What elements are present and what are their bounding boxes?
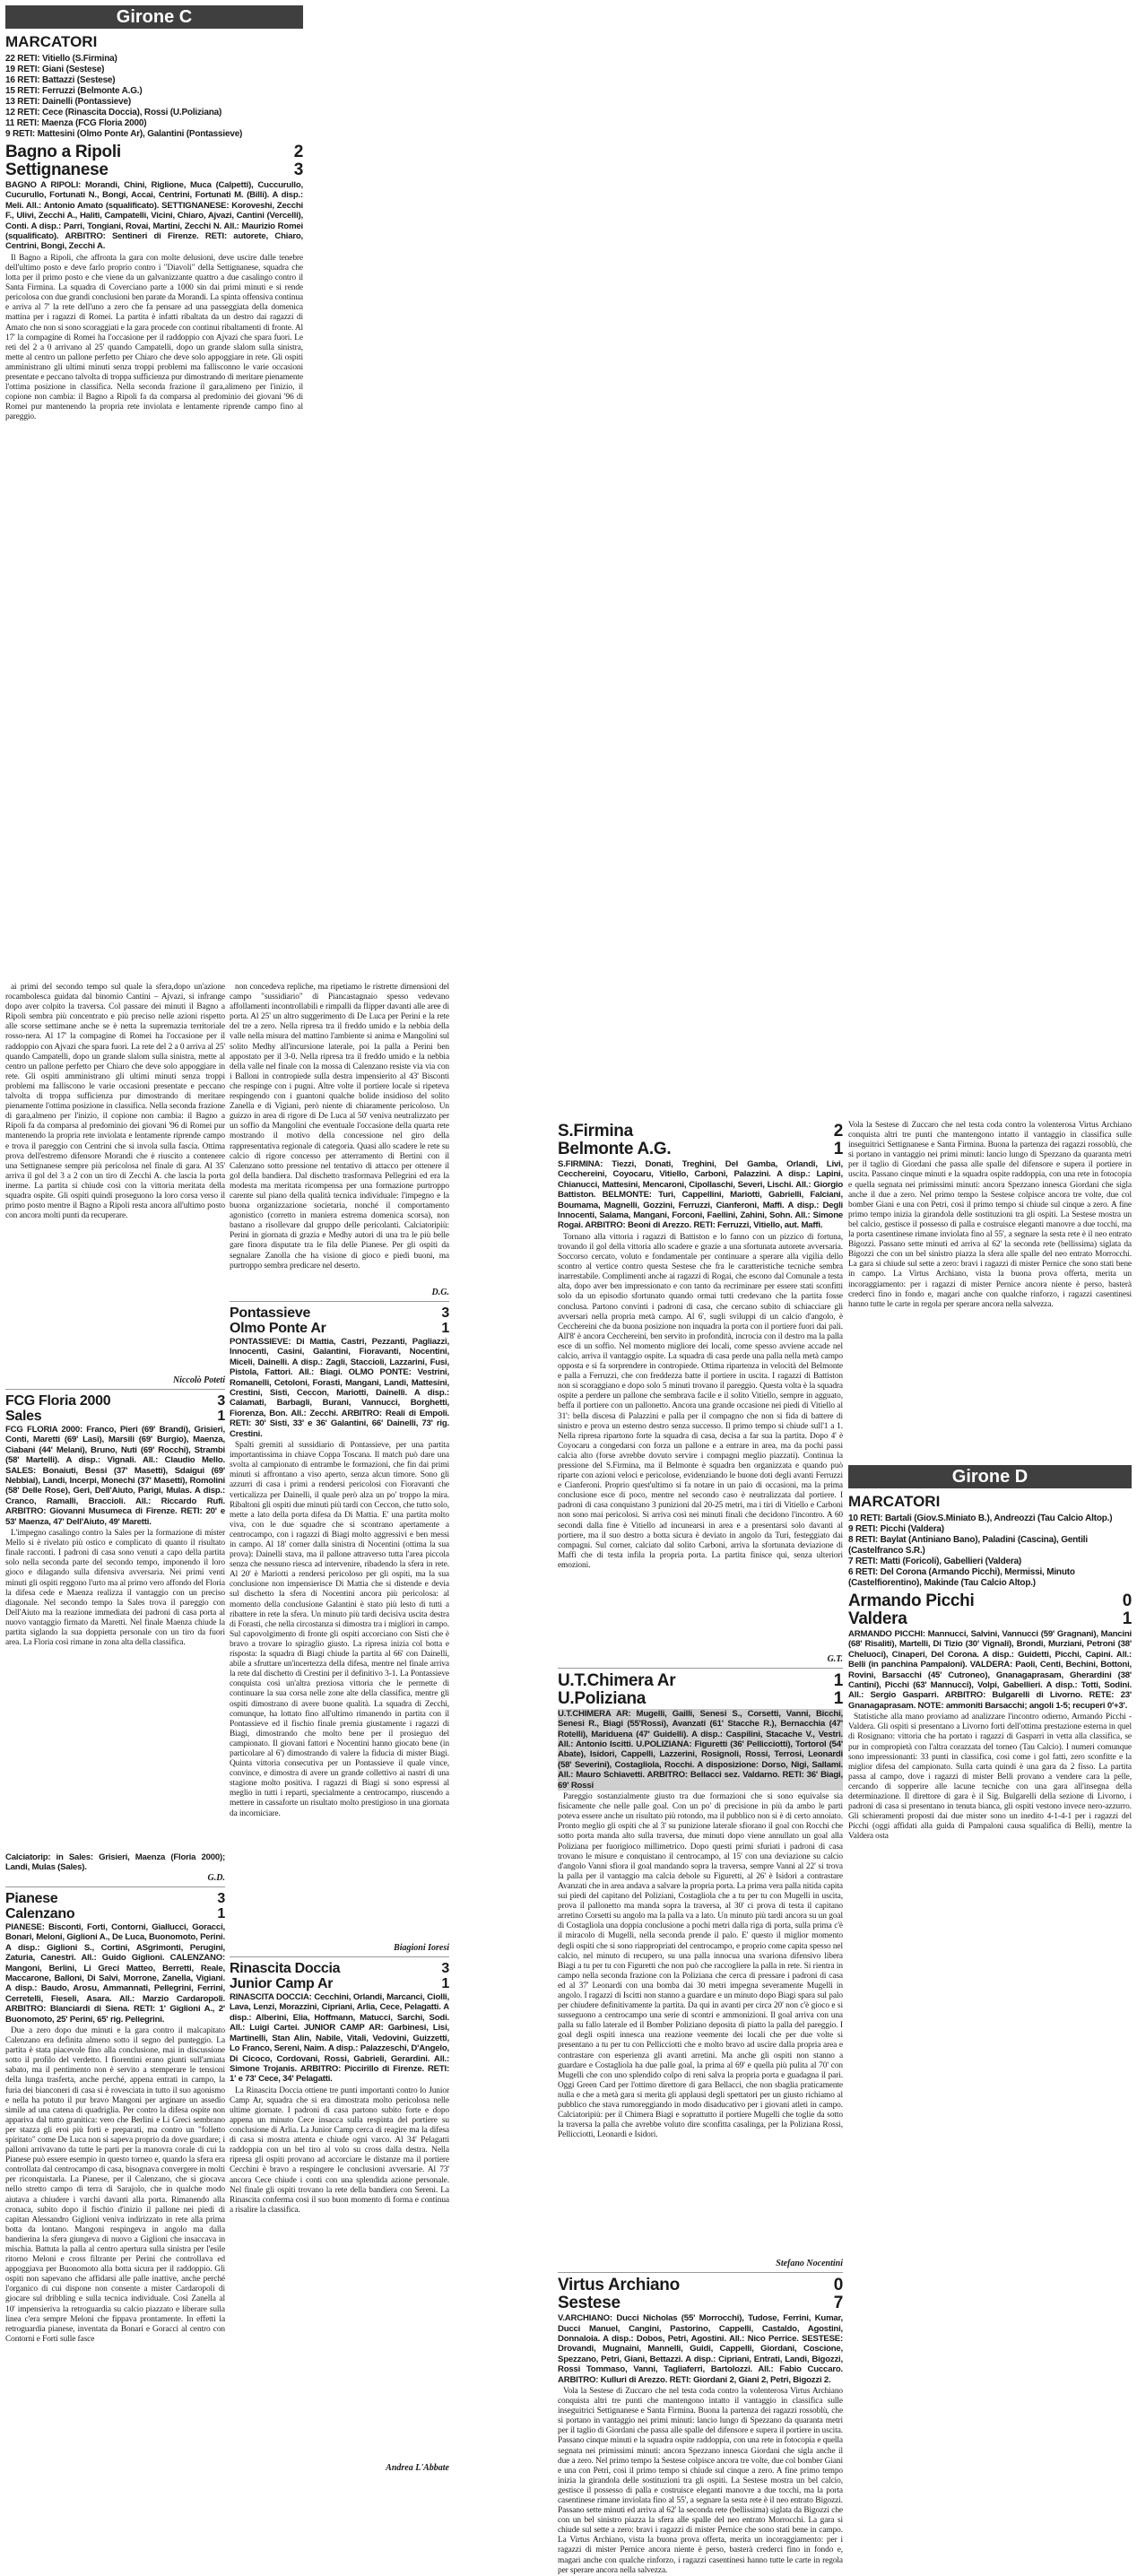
home-score: 0 xyxy=(1122,1592,1132,1610)
home-score: 3 xyxy=(441,1305,449,1321)
home-score: 1 xyxy=(833,1670,843,1690)
away-score: 1 xyxy=(1122,1609,1132,1628)
match-report: Due a zero dopo due minuti e la gara contro il malcapitato Calenzano era definita almeno sotto il segno del punteggio. La partita è stata piacevole fino alla conclusione, mai in discussione sotto il profilo del verdetto. I fiorentini erano giunti sull'amiata sabato, ma il pentimento non è servito a stemperare le tensioni della lunga trasferta, anche perché, appena entrati in campo, la furia dei bianconeri di casa si è rovesciata in tutto il suo agonismo e nella ha potuto il pur bravo Mangoni per arginare un assedio simile ad una catena di quadriglia. Per contro la difesa ospite non appariva dal tutto granitica: vero che Berlini e Li Greci sembrano per stazza gli eroi più forti e preparati, ma contro un "folletto spiritato" come De Luca non si sapeva proprio da dove guardare; i palloni arrivavano da tutte le parti per la manovra corale di cui la Pianese può essere esempio in questo torneo e, quando la sfera era controllata dal centrocampo di casa, bisognava convergere in molti per riconquistarla. La Pianese, per il Calenzano, che si giocava nello stretto campo di terra di Sarajolo, che in qualche modo aiutava a chiudere i varchi davanti alla porta. Rimanendo alla cronaca, subito dopo il fischio d'inizio il pallone nei piedi di capitan Alessandro Giglioni veniva indirizzato in rete alla prima botta da lontano. Mangoni respingeva in angolo ma dalla bandierina la sfera giungeva di nuovo a Giglioni che insaccava in mischia. Battuta la palla al centro apertura sulla sinistra per l'esile ritorno Meloni e cross filtrante per Perini che controllava ed appoggiava per Buonomoto alla botta sicura per il raddoppio. Gli ospiti non sapevano che affidarsi alle palle inattive, anche perché l'organico di cui dispone non consente a mister Cardaropoli di giocare sul dribbling e sulla tecnica individuale. Così Zanella al 10' impensieriva la retroguardia su calcio piazzato e liberare sulla linea c'era sempre Meloni che fippava prontamente. In effetti la retroguardia pianese, inventata da Bonari e Goracci al centro con Contorni e Forti sulle fasce xyxy=(5,2025,225,2344)
girone-c-heading: Girone C xyxy=(5,5,303,29)
match-report: La Rinascita Doccia ottiene tre punti importanti contro lo Junior Camp Ar, squadra che si era dimostrata molto pericolosa nelle ultime giornate. I padroni di casa partono subito forte e dopo appena un minuto Cece insacca sulla respinta del portiere su conclusione di Arlia. La Junior Camp cerca di reagire ma la difesa di casa si mostra attenta e chiude ogni varco. Al 34' Pelagatti raddoppia con un bel tiro al volo su cross dalla destra. Nella ripresa gli ospiti provano ad accorciare le distanze ma il portiere Cecchini è bravo a respingere le conclusioni avversarie. Al 73' ancora Cece chiude i conti con una splendida azione personale. Nel finale gli ospiti trovano la rete della bandiera con Sereni. La Rinascita conferma così il suo buon momento di forma e continua a risalire la classifica. xyxy=(230,2086,449,2215)
match-chimera-poliziana xyxy=(558,1672,843,2269)
scorer-line: 19 RETI: Giani (Sestese) xyxy=(5,65,105,74)
scorers-list xyxy=(5,54,303,140)
match-report: Tornano alla vittoria i ragazzi di Battiston e lo fanno con un pizzico di fortuna, trovando il gol della vittoria allo scadere e grazie a una sfortunata autorete avversaria. Soccorso cercato, voluto e fondamentale per continuare a sperare alla vigilia dello scontro al vertice contro questa Sestese che fra le caratteristiche tecniche sembra inarrestabile. Complimenti anche ai ragazzi di Rogai, che escono dal Comunale a testa alta, dopo aver ben impressionato e con tanto da recriminare per essere stati sconfitti solo da un episodio sfortunato quando ormai tutti credevano che la partita fosse conclusa. Partono convinti i padroni di casa, che cercano subito di schiacciare gli avversari nella propria metà campo. Al 6', sugli sviluppi di un calcio d'angolo, è Cecchereini che da buona posizione non inquadra la porta con il portiere fuori dai pali. All'8' è ancora Cecchereini, ben servito in profondità, incrocia con il destro ma la palla esce di un soffio. Nel momento migliore dei locali, come spesso avviene accade nel calcio, arriva il vantaggio ospite. La squadra di casa perde una palla nella metà campo opposta e si fa sorprendere in contropiede. Ottima ripartenza in velocità del Belmonte e palla a Ferruzzi, che con freddezza batte il portiere in uscita. I ragazzi di Battiston non si scoraggiano e dopo solo 5 minuti trovano il pareggio. Questa volta è la squadra ospite a perdere un pallone che sembrava facile e il solito Vitiello, sempre in agguato, beffa il portiere con un pallonetto. Ancora una grande occasione nei piedi di Vitiello al 31': bella discesa di Palazzini e palla per il compagno che non si fida di battere di sinistro e prova un esterno destro senza successo. Il primo tempo si chiude sull'1 a 1. Nella ripresa ripartono forte la squadra di casa, decisa a far sua la partita. Dopo 4' è Coyocaru a congedarsi con forza un pallone e a entrare in area, ma da pochi passi calcia alto (forse avrebbe dovuto servire i compagni meglio piazzati). Continua la pressione del S.Firmina, ma il Belmonte è squadra ben organizzata e quando può riparte con azioni veloci e pericolose, evidenziando le buone doti degli avanti Ferruzzi e Cianferoni. Proprio quest'ultimo si fa notare in un paio di occasioni, ma la prima conclusione esce di poco, mentre nel secondo caso è neutralizzata dal portiere. I padroni di casa conquistano 3 punizioni dal 20-25 metri, ma i tiri di Vitiello e Carboni non sono mai pericolosi. Si arriva così nei minuti finali che decidono l'incontro. A 60 secondi dalla fine è Vitiello ad incunearsi in area e a presentarsi solo davanti al portiere, ma il suo destro a botta sicura è deviato in angolo da Turi, festeggiato dai compagni. Sul corner, calciato dal solito Carboni, arriva la sfortunata deviazione di Maffi che di testa infila la propria porta. La partita finisce qui, senza ulteriori emozioni. xyxy=(558,1232,843,1570)
home-team: Pontassieve xyxy=(230,1305,311,1321)
author: G.T. xyxy=(827,1653,843,1664)
away-team: Settignanese xyxy=(5,160,108,179)
home-team: Virtus Archiano xyxy=(558,2276,680,2295)
home-score: 0 xyxy=(833,2276,843,2295)
lineup: V.ARCHIANO: Ducci Nicholas (55' Morrocchi), Tudose, Ferrini, Kumar, Ducci Manuel, Cangini, Pastorino, Cappelli, Castaldo, Agostini, Donnaloia. A disp.: Dobos, Petri, Agostini. All.: Nico Perrice. SESTESE: Drovandi, Mugnaini, Mannelli, Guidi, Cappelli, Giordani, Coscione, Spezzano, Petri, Giani, Bettazzi. A disp.: Cipriani, Entrati, Landi, Bigozzi, Rossi Tommaso, Vanni, Tagliaferri, Bartolozzi. All.: Fabio Cuccaro. ARBITRO: Kulluri di Arezzo. RETI: Giordani 2, Giani 2, Petri, Bigozzi 2. xyxy=(558,2313,843,2385)
match-report: Spalti gremiti al sussidiario di Pontassieve, per una partita importantissima in chiave Coppa Toscana. Il match può dare una svolta al campionato di entrambe le formazioni, che fin dai primi minuti si affrontano a viso aperto, senza alcun timore. Sono gli azzurri di casa i primi a rendersi pericolosi con Fioravanti che verticalizza per Dainelli, il quale però alza un po' troppo la mira. Ribaltoni gli ospiti due minuti più tardi con Ceccon, che tutto solo, mette a lato della porta difesa da Di Mattia. E' una partita molto viva, con le due squadre che si scontrano apertamente a centrocampo, con i ragazzi di Biagi molto aggressivi e ben messi in campo. Al 18' corner dalla sinistra di Nocentini (ottima la sua prova): Dainelli stava, ma il pallone attraverso tutta l'area piccola senza che nessuno riesca ad intervenire, ribadendo la sfera in rete. Al 20' è Mariotti a rendersi pericoloso per gli ospiti, ma la sua conclusione non impensierisce Di Mattia che si distende e devia sul dischetto la sfera di Nocentini ancora più pericolosa: al momento della conclusione Galantini è stato più lesto di tutti a ribattere in rete la sfera. Un minuto più tardi decisiva uscita destra di Forasti, che nella circostanza si dimostra tra i migliori in campo. Sul capovolgimento di fronte gli ospiti accorciano con Sisti che è bravo a trovare lo spiraglio giusto. La ripresa inizia col botta e risposta: la squadra di Biagi chiude la partita al 66' con Dainelli, abile a sfruttare un'incertezza della difesa, mentre nel finale arriva la rete dal dischetto di Crestini per il definitivo 3-1. La Pontassieve conquista così un'altra preziosa vittoria che le permette di continuare la sua corsa nelle zone alte della classifica, mentre gli ospiti dimostrano di avere buone qualità. La squadra di Zecchi, comunque, ha lottato fino all'ultimo rimanendo in partita con il Pontassieve ed il fischio finale premia giustamente i ragazzi di Biagi, dimostrando che molto bene per il prosieguo del campionato. Il giovani fattori e Nocentini hanno giocato bene (in particolare al 6') dimostrando di valere la fiducia di mister Biagi. Quinta vittoria consecutiva per un Pontassieve il quale vince, convince, e dimostra di avere un grande collettivo ai nastri di una stagione molto positiva. I ragazzi di Biagi si sono espressi al meglio in tutti i reparti, specialmente a centrocampo, riuscendo a mettere in cassaforte un risultato molto prestigioso in una giornata da incorniciare. xyxy=(230,1441,449,1818)
home-team: Bagno a Ripoli xyxy=(5,143,121,161)
scorer-line: 9 RETI: Mattesini (Olmo Ponte Ar), Galantini (Pontassieve) xyxy=(5,129,243,139)
scorers-title: MARCATORI xyxy=(5,33,98,50)
lineup: FCG FLORIA 2000: Franco, Pieri (69' Brandi), Grisieri, Conti, Maretti (69' Lasi), Marsili (69' Burgio), Maenza, Ciabani (44' Melani), Bruno, Nuti (69' Rocchi), Strambi (58' Martelli). A disp.: Vignali. All.: Claudio Mello. SALES: Bonaiuti, Bessi (37' Masetti), Sdaigui (69' Nebbiai), Landi, Incerpi, Monechi (37' Masetti), Romolini (58' Delle Rose), Geri, Dell'Aiuto, Parigi, Mulas. A disp.: Cranco, Ramalli, Braccioli. All.: Riccardo Rufi. ARBITRO: Giovanni Musumeca di Firenze. RETI: 20' e 53' Maenza, 47' Dell'Aiuto, 49' Maretti. xyxy=(5,1425,225,1527)
match-virtus-sestese xyxy=(558,2276,843,2575)
column-1-top xyxy=(5,5,303,978)
home-team: Pianese xyxy=(5,1890,58,1906)
note: Calciatorip: in Sales: Grisieri, Maenza (Floria 2000); Landi, Mulas (Sales). xyxy=(5,1852,225,1873)
match-bagno-settignanese xyxy=(5,143,303,756)
column-1 xyxy=(5,981,225,2523)
girone-d-heading: Girone D xyxy=(848,1465,1132,1488)
scorer-line: 15 RETI: Ferruzzi (Belmonte A.G.) xyxy=(5,86,143,96)
match-pontassieve-olmo xyxy=(230,1305,449,1954)
home-team: U.T.Chimera Ar xyxy=(558,1670,676,1690)
scorer-line: 13 RETI: Dainelli (Pontassieve) xyxy=(5,97,131,107)
match-report-continued: Vola la Sestese di Zuccaro che nel testa coda contro la volenterosa Virtus Archiano conquista altri tre punti che mantengono intatto il vantaggio in classifica sulle inseguitrici Settignanese e Santa Firmina. Buona la partenza dei ragazzi rossoblù, che si portano in vantaggio nei primi minuti: lancio lungo di Spezzano da quaranta metri per il taglio di Giordani che passa alle spalle del difensore e supera il portiere in uscita. Passano cinque minuti e la squadra ospite raddoppia, con una rete in fotocopia e quella segnata nei primissimi minuti: ancora Spezzano innesca Giordani che sigla anche il due a zero. Nel primo tempo la Sestese colpisce ancora tre volte, due col bomber Giani e una con Petri, così il primo tempo si chiude sul cinque a zero. A fine primo tempo inizia la girandola delle sostituzioni tra gli ospiti. La Sestese mostra un bel calcio, gestisce il possesso di palla e costruisce eleganti manovre a due tocchi, ma la porta casentinese rimane inviolata fino al 55', a segnare la sesta rete è il neo entrato Bigozzi. Passano sette minuti ed arriva al 62' la seconda rete (bellissima) siglata da Bigozzi che con un bel sinistro piazza la sfera alle spalle del neo entrato Morrocchi. La gara si chiude sul sette a zero: bravi i ragazzi di mister Pernice che sono stati bene in campo. La Virtus Archiano, vista la buona prova offerta, merita un incoraggiamento: per i ragazzi di mister Pernice ancora niente è perso, basterà crederci fino in fondo e, magari anche con qualche rinforzo, i ragazzi casentinesi hanno tutte le carte in regola per sperare ancora nella salvezza. xyxy=(848,1121,1132,1309)
lineup: PONTASSIEVE: Di Mattia, Castri, Pezzanti, Pagliazzi, Innocenti, Casini, Galantini, Fioravanti, Nocentini, Miceli, Dainelli. A disp.: Zagli, Staccioli, Lazzarini, Fusi, Pistola, Fattori. All.: Biagi. OLMO PONTE: Vestrini, Romanelli, Cetoloni, Forasti, Mangani, Landi, Mattesini, Crestini, Sisti, Ceccon, Mariotti, Dainelli. A disp.: Calamati, Barbagli, Burani, Vannucci, Borghetti, Fiorenza, Bon. All.: Zecchi. ARBITRO: Reali di Empoli. RETI: 30' Sisti, 33' e 36' Galantini, 66' Dainelli, 73' rig. Crestini. xyxy=(230,1337,449,1439)
scorer-line: 7 RETI: Matti (Foricoli), Gabellieri (Valdera) xyxy=(848,1557,1022,1566)
away-score: 3 xyxy=(293,160,303,179)
away-team: Belmonte A.G. xyxy=(558,1140,672,1158)
scorer-line: 22 RETI: Vitiello (S.Firmina) xyxy=(5,54,117,64)
author: Andrea L'Abbate xyxy=(386,2462,449,2473)
scorer-line: 8 RETI: Baylat (Antiniano Bano), Paladini (Cascina), Gentili (Castelfranco S.R.) xyxy=(848,1535,1088,1556)
match-picchi-valdera xyxy=(848,1592,1132,1946)
match-report-continued: non concedeva repliche, ma ripetiamo le ristrette dimensioni del campo "sussidiario" di Piancastagnaio spesso vedevano affollamenti incontrollabili e rimpalli da flipper davanti alle aree di porta. Al 25' un altro suggerimento di De Luca per Perini e la rete del tre a zero. Nella ripresa tra il freddo umido e la nebbia della valle nella misura del mattino l'ambiente si anima e Mangolini sul solito Medhy all'incursione laterale, poi la palla a Perini ben appostato per il 3-0. Nella ripresa tra il freddo umido e la nebbia della valle nel finale con la mossa di Calenzano resiste via via con i Balloni in contropiede sulla destra impensierito al 43' Bisconti che respinge con i pugni. Altre volte il portiere locale si ripeteva respingendo con i guantoni qualche bolide insidioso del solito Zanella e di Vigiani, però niente di chiaramente pericoloso. Un guizzo in area di rigore di De Luca al 50' veniva neutralizzato per un soffio da Mangolini che eventuale l'occasione della quarta rete mostrando il motivo della concessione nel giro della rappresentativa regionale di categoria. Quasi allo scadere le rete su calcio di rigore concesso per atterramento di Bertini con il Calenzano sotto pressione nel tentativo di attacco per ottenere il gol della bandiera. Dal dischetto trasformava Pellegrini ed era la modesta ma meritata ricompensa per una formazione purtroppo carente sul piano della qualità tecnica individuale: l'impegno e la buona organizzazione societaria, nonché il comportamento agonistico (corretto in maniera estrema domenica scorsa), non bastano a risollevare dal gruppo delle pericolanti. Calciatoripiù: Perini in giornata di grazia e Medhy autori di una tra le più belle gare finora disputate tra le fila delle Pianese. Per gli ospiti da segnalare Zanolla che ha visione di gioco e piedi buoni, ma purtroppo sembra predicare nel deserto. xyxy=(230,983,449,1271)
author: G.D. xyxy=(207,1872,225,1883)
away-score: 1 xyxy=(833,1140,843,1158)
scorer-line: 6 RETI: Del Corona (Armando Picchi), Mermissi, Minuto (Castelfiorentino), Makinde (Tau Calcio Altop.) xyxy=(848,1567,1075,1588)
away-score: 1 xyxy=(441,1976,449,1992)
lineup: PIANESE: Bisconti, Forti, Contorni, Giallucci, Goracci, Bonari, Meloni, Giglioni A., De Luca, Buonomoto, Perini. A disp.: Giglioni S., Cortini, ASgrimonti, Perugini, Zaturia, Canestri. All.: Guido Giglioni. CALENZANO: Mangoni, Berlini, Li Greci Matteo, Berretti, Reale, Maccarone, Balloni, Di Salvi, Morrone, Zanella, Vigiani. A disp.: Baudo, Arosu, Ammannati, Pellegrini, Ferrini, Cerretelli, Fieseli, Asara. All.: Marzio Cardaropoli. ARBITRO: Blanciardi di Siena. RETI: 1' Giglioni A., 2' Buonomoto, 25' Perini, 65' rig. Pellegrini. xyxy=(5,1921,225,2025)
home-score: 3 xyxy=(217,1890,225,1906)
lineup: U.T.CHIMERA AR: Mugelli, Gailli, Senesi S., Corsetti, Vanni, Bicchi, Senesi R., Biagi (55'Rossi), Avanzati (61' Stacche R.), Bernacchia (47' Rotelli), Mariduena (47' Guidelli). A disp.: Caspilini, Stacache V., Vestri. All.: Antonio Iscitti. U.POLIZIANA: Figuretti (36' Pellicciotti), Tortorol (54' Abate), Isidori, Cappelli, Lazzerini, Rosignoli, Rossi, Terrosi, Leonardi (58' Severini), Costagliola, Rocchi. A disposizione: Dorso, Nigi, Sallami. All.: Mauro Schiavetti. ARBITRO: Bellacci sez. Valdarno. RETI: 36' Biagi, 69' Rossi xyxy=(558,1708,843,1791)
match-report: Vola la Sestese di Zuccaro che nel testa coda contro la volenterosa Virtus Archiano conquista altri tre punti che mantengono intatto il vantaggio in classifica sulle inseguitrici Settignanese e Santa Firmina. Buona la partenza dei ragazzi rossoblù, che si portano in vantaggio nei primi minuti: lancio lungo di Spezzano da quaranta metri per il taglio di Giordani che passa alle spalle del difensore e supera il portiere in uscita. Passano cinque minuti e la squadra ospite raddoppia, con una rete in fotocopia e quella segnata nei primissimi minuti: ancora Spezzano innesca Giordani che sigla anche il due a zero. Nel primo tempo la Sestese colpisce ancora tre volte, due col bomber Giani e una con Petri, così il primo tempo si chiude sul cinque a zero. A fine primo tempo inizia la girandola delle sostituzioni tra gli ospiti. La Sestese mostra un bel calcio, gestisce il possesso di palla e costruisce eleganti manovre a due tocchi, ma la porta casentinese rimane inviolata fino al 55', a segnare la sesta rete è il neo entrato Bigozzi. Passano sette minuti ed arriva al 62' la seconda rete (bellissima) siglata da Bigozzi che con un bel sinistro piazza la sfera alle spalle del neo entrato Morrocchi. La gara si chiude sul sette a zero: bravi i ragazzi di mister Pernice che sono stati bene in campo. La Virtus Archiano, vista la buona prova offerta, merita un incoraggiamento: per i ragazzi di mister Pernice ancora niente è perso, basterà crederci fino in fondo e, magari anche con qualche rinforzo, i ragazzi casentinesi hanno tutte le carte in regola per sperare ancora nella salvezza. xyxy=(558,2386,843,2575)
away-team: Sestese xyxy=(558,2294,621,2313)
match-report: Il Bagno a Ripoli, che affronta la gara con molte delusioni, deve uscire dalle tenebre dell'ultimo posto e deve farlo proprio contro i "Diavoli" della Settignanese, squadra che lotta per il primo posto e che viene da un galvanizzante quattro a due casalingo contro il Santa Firmina. La squadra di Coverciano parte a 1000 sin dai primi minuti e si rende pericolosa con due grandi conclusioni ben parate da Morandi. La spinta offensiva continua e arriva al 7' la rete dell'uno a zero che fa pensare ad una passeggiata della domenica mattina per i ragazzi di Romei. La partita è infatti ribaltata da un destro dai ragazzi di Amato che non si sono scoraggiati e la gara procede con continui ribaltamenti di fronte. Al 17' la compagine di Romei ha l'occasione per il raddoppio con Ajvazi che spara fuori. Le reti del 2 a 0 arrivano al 25' quando Campatelli, dopo un grande slalom sulla sinistra, mette al centro un pallone perfetto per Chiaro che deve solo appoggiare in rete. Gli ospiti amministrano gli ultimi minuti senza troppi problemi ma fallisconno le varie occasioni presentate e peccano talvolta di troppa sufficienza pur dimostrando di meritare pienamente l'ottima posizione in classifica. Nella seconda frazione il gara,alimeno per l'inizio, il copione non cambia: il Bagno a Ripoli fa da comparsa al predominio dei giovani '96 di Romei pur mantenendo la propria rete inviolata e lentamente riprende campo fino al pareggio. xyxy=(5,253,303,422)
match-firmina-belmonte xyxy=(558,1123,843,1665)
author: Niccolò Poteti xyxy=(172,1375,225,1385)
home-team: S.Firmina xyxy=(558,1122,633,1141)
away-score: 1 xyxy=(217,1409,225,1424)
match-report: Pareggio sostanzialmente giusto tra due formazioni che si sono equivalse sia fisicamente che nelle palle goal. Con un po' di precisione in più da ambo le parti poteva essere anche un risultato più rotondo, ma il pubblico non si è di certo annoiato. Pronto meglio gli ospiti che al 3' su punizione laterale sfiorano il goal con Rocchi che sotto porta manda alto sulla traversa, due minuti dopo viene annullato un goal alla Poliziana per fuorigioco millimetrico. Dopo questi primi sfuriati i padroni di casa trovano le misure e conquistano il centrocampo, al 15' con una deviazione su calcio d'angolo Vanni sfiora il goal mandando sopra la traversa, sempre Vanni al 22' si trova la palla per il vantaggio ma calcia debole su Figuretti, al 26' è Isidori a contrastare Avanzati che in area andava a salvare la propria porta. La prima vera palla nitida capita sui piedi del capitano del Poliziani, Costagliola che a tu per tu con Mugelli in uscita, prova il pallonetto ma manda sopra la traversa, al 30' ci prova di testa il capitano arretino Corsetti su angolo ma la palla va a lato. Un minuto più tardi ancora su un goal di Costagliola una doppia conclusione a pochi metri dalla riga di porta, sulla prima c'è il miracolo di Mugelli, nella seconda prende il palo. E' questo il miglior momento degli ospiti che si sono riappropriati del centrocampo, e proprio come capita spesso nel calcio, nel minuto di recupero, su una palla innocua una svariona difensivo libera Biagi a tu per tu con Figuretti che non può che raccogliere la palla in rete. Si rientra in campo nella seconda frazione con la Poliziana che cerca di pressare i padroni di casa ed al 37' Leonardi con una bomba dai 30 metri impegna severamente Mugelli in angolo. I ragazzi di Iscitti non stanno a guardare e un minuto dopo Biagi spara sul palo per chiudere definitivamente la partita. Da qui in avanti per circa 20' non c'è gioco e si susseguono a centrocampo una serie di scontri e ammonizioni. Il goal arriva con una palla su fallo laterale ed il Bomber Poliziano deposita di piatto la palla del pareggio. I goal degli ospiti innesca una reazione veemente dei locali che per due volte si presentano a tu per tu con Pellicciotti che e molto bravo ad uscire dalla propria area e contrastare con esperienza gli avanti arretini. Ma anche gli ospiti non stanno a guardare e Costagliola ha due palle goal, la prima al 69' e quella più pulita al 70' con Mugelli che con uno splendido colpo di reni salva la propria porta e guadagna il pari. Oggi Green Card per l'ottimo direttore di gara Bellacci, che non sbaglia praticamente nulla e che a metà gara si merita gli applausi degli spettatori per un giusto richiamo al pubblico che stava rumoreggiando in modo disaducativo per i giovani atleti in campo. Calciatoripiù: per il Chimera Biagi e soprattutto il portiere Mugelli che toglie da sotto la traversa la palla che avrebbe voluto dire sconfitta casalinga, per la Poliziana Rossi, Pellicciotti, Leonardi e Isidori. xyxy=(558,1792,843,2140)
home-score: 2 xyxy=(293,143,303,161)
away-team: U.Poliziana xyxy=(558,1688,647,1708)
home-team: FCG Floria 2000 xyxy=(5,1393,111,1409)
scorer-line: 12 RETI: Cece (Rinascita Doccia), Rossi (U.Poliziana) xyxy=(5,108,222,117)
match-fcg-sales xyxy=(5,1393,225,1884)
away-team: Junior Camp Ar xyxy=(230,1976,334,1992)
lineup: RINASCITA DOCCIA: Cecchini, Orlandi, Marcanci, Ciolli, Lava, Lenzi, Morazzini, Cipriani, Arlia, Cece, Pelagatti. A disp.: Alberini, Elia, Hoffmann, Matucci, Sarchi, Sodi. All.: Luigi Cartei. JUNIOR CAMP AR: Garbinesi, Lisi, Martinelli, Stan Alin, Nabile, Vitali, Vedovini, Guizzetti, Lo Franco, Sereni, Naim. A disp.: Palazzeschi, D'Angelo, Di Cicoco, Cordovani, Rossi, Gabrieli, Gerardini. All.: Simone Trojanis. ARBITRO: Piccirillo di Firenze. RETI: 1' e 73' Cece, 34' Pelagatti. xyxy=(230,1992,449,2085)
away-score: 1 xyxy=(441,1321,449,1336)
column-2 xyxy=(230,981,449,2523)
match-report: Statistiche alla mano proviamo ad analizzare l'incontro odierno, Armando Picchi - Valdera. Gli ospiti si presentano a Livorno forti dell'ottima prestazione esterna in quel di Rosignano: vittoria che ha portato i ragazzi di Gasparri in vetta alla classifica, se pur in compropietà con l'altra corazzata del torneo (Tau Calcio). I numeri comunque sono impressionanti: 33 punti in classifica, così come i gol fatti, zero sconfitte e la miglior difesa del campionato. Sulla carta quindi è una gara da 2 fisso. La partita passa al campo, dove i ragazzi di mister Belli provano a vendere cara la pelle, cercando di sopperire alle lacune tecniche con una gara all'insegna della determinazione. Il direttore di gara è il Sig. Bulgarelli della sezione di Livorno, i padroni di casa si presentano in tenuta bianca, gli ospiti vestono invece nero-azzurro. Gli schieramenti proposti dai due mister sono un inedito 4-1-4-1 per i ragazzi del Picchi (oggi affidati alla guida di Pampaloni causa squalifica di Belli), mentre la Valdera osta xyxy=(848,1713,1132,1842)
away-team: Valdera xyxy=(848,1609,907,1628)
author: D.G. xyxy=(431,1288,449,1297)
column-4 xyxy=(848,1119,1132,2523)
match-report-continued: ai primi del secondo tempo sul quale la sfera,dopo un'azione rocambolesca guidata dal binomio Cantini – Ajvazi, si infrange dopo aver colpito la traversa. Col passare dei minuti il Bagno a Ripoli sembra più concentrato e più preciso nelle azioni rispetto alle scorse settimane anche se è netta la supremazia territoriale rosso-nera. Al 17' la compagine di Romei ha l'occasione per il raddoppio con Ajvazi che spara fuori. La rete del 2 a 0 arriva al 25' quando Campatelli, dopo un grande slalom sulla sinistra, mette al centro un pallone perfetto per Chiaro che deve solo appoggiare in rete. Gli ospiti amministrano gli ultimi minuti senza troppi problemi ma falliscono le varie occasioni presentate e peccano talvolta di troppa sufficienza pur dimostrando di meritare pienamente l'ottima posizione in classifica. Nella seconda frazione di gara,almeno per l'inizio, il copione non cambia: il Bagno a Ripoli fa da comparsa al predominio dei giovani '96 di Romei pur mantenendo la propria rete inviolata e lentamente riprende campo e trova il pareggio con Centrini che si invola sulla fascia. Ottima prova dell'estremo difensore Morandi che è riuscito a contenere una Settignanese sempre più pericolosa nel finale di gara. Al 35' arriva il gol del 3 a 2 con un tiro di Zecchi A. che lascia la porta inerme. La partita si chiude così con la vittoria meritata della squadra ospite. Gli ospiti quindi proseguono la loro corsa verso il primo posto mentre il Bagno a Ripoli resta ancora all'ultimo posto con ancora molti punti da recuperare. xyxy=(5,983,225,1221)
home-team: Rinascita Doccia xyxy=(230,1961,341,1977)
away-team: Sales xyxy=(5,1409,42,1424)
match-pianese-calenzano xyxy=(5,1891,225,2511)
author: Biagioni Ioresi xyxy=(394,1943,449,1954)
lineup: ARMANDO PICCHI: Mannucci, Salvini, Vannucci (59' Gragnani), Mancini (68' Risaliti), Martelli, Di Tizio (30' Vignali), Brondi, Murziani, Petroni (38' Cheluoci), Cinaperi, Del Corona. A disp.: Guidetti, Picchi, Capini. All.: Belli (in panchina Pampaloni). VALDERA: Paoli, Centi, Bechini, Bottoni, Rovini, Barsacchi (45' Cutroneo), Gnanagaprasam, Gherardini (38' Cantini), Picchi (63' Mannucci), Volpi, Gabellieri. A disp.: Totti, Sodini. All.: Sergio Gasparri. ARBITRO: Bulgarelli di Livorno. RETE: 23' Gnanagaprasam. NOTE: ammoniti Barsacchi; angoli 1-5; recuperi 0'+3'. xyxy=(848,1629,1132,1711)
away-team: Olmo Ponte Ar xyxy=(230,1321,326,1336)
lineup: S.FIRMINA: Tiezzi, Donati, Treghini, Del Gamba, Orlandi, Livi, Cecchereini, Coyocaru, Vitiello, Carboni, Palazzini. A disp.: Lapini, Chianucci, Mattesini, Mencaroni, Cipollaschi, Severi, Lischi. All.: Giorgio Battiston. BELMONTE: Turi, Cappellini, Mariotti, Gabrielli, Falciani, Boumama, Magnelli, Gozzini, Ferruzzi, Cianferoni, Maffi. A disp.: Degli Innocenti, Salama, Mangani, Forconi, Faellini, Zahini, Sohn. All.: Simone Rogai. ARBITRO: Beoni di Arezzo. RETI: Ferruzzi, Vitiello, aut. Maffi. xyxy=(558,1159,843,1231)
match-rinascita-junior xyxy=(230,1961,449,2474)
home-team: Armando Picchi xyxy=(848,1592,975,1610)
home-score: 3 xyxy=(217,1393,225,1409)
author: Stefano Nocentini xyxy=(776,2259,843,2269)
away-team: Calenzano xyxy=(5,1905,75,1921)
scorer-line: 11 RETI: Maenza (FCG Floria 2000) xyxy=(5,118,147,128)
scorer-line: 16 RETI: Battazzi (Sestese) xyxy=(5,75,116,85)
match-report: L'impegno casalingo contro la Sales per la formazione di mister Mello si è rivelato più ostico e complicato di quanto il risultato finale racconti. I padroni di casa sono venuti a capo della partita solo nella seconda parte del secondo tempo, imponendo il loro gioco e dilagando sulla difensiva avversaria. Nei primi venti minuti gli ospiti reggono l'urto ma al primo vero affondo del Floria la difesa cede e Maenza realizza il vantaggio con un preciso diagonale. Nel secondo tempo la Sales trova il pareggio con Dell'Aiuto ma la reazione immediata dei padroni di casa porta al nuovo vantaggio firmato da Maretti. Nel finale Maenza chiude la partita siglando la sua doppietta personale con un tiro da fuori area. La Floria così rimane in zona alta della classifica. xyxy=(5,1529,225,1648)
scorer-line: 9 RETI: Picchi (Valdera) xyxy=(848,1524,944,1534)
away-score: 1 xyxy=(217,1905,225,1921)
away-score: 1 xyxy=(833,1688,843,1708)
scorers-title: MARCATORI xyxy=(848,1493,941,1510)
home-score: 2 xyxy=(833,1122,843,1141)
scorers-list xyxy=(848,1514,1132,1589)
away-score: 7 xyxy=(833,2294,843,2313)
lineup: BAGNO A RIPOLI: Morandi, Chini, Riglione, Muca (Calpetti), Cuccurullo, Cucurullo, Fortunati N., Bongi, Accai, Centrini, Fortunati M. (Billi). A disp.: Meli. All.: Antonio Amato (squalificato). SETTIGNANESE: Koroveshi, Zecchi F., Ulivi, Zecchi A., Haliti, Campatelli, Vicini, Chiaro, Ajvazi, Cantini (Vercelli), Conti. A disp.: Parri, Tongiani, Rovai, Martini, Zecchi N. All.: Maurizio Romei (squalificato). ARBITRO: Sentineri di Firenze. RETI: autorete, Chiaro, Centrini, Bongi, Zecchi A. xyxy=(5,180,303,252)
column-3 xyxy=(558,1119,843,2575)
scorer-line: 10 RETI: Bartali (Giov.S.Miniato B.), Andreozzi (Tau Calcio Altop.) xyxy=(848,1514,1113,1523)
home-score: 3 xyxy=(441,1961,449,1977)
